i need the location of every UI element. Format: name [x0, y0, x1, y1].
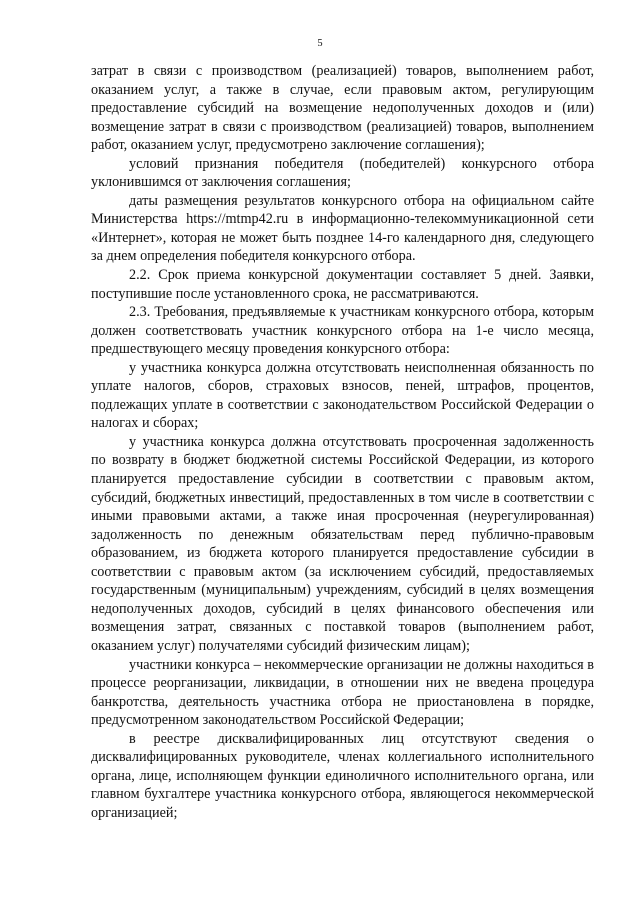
document-body	[91, 62, 594, 822]
paragraph-results-date: даты размещения результатов конкурсного отбора на официальном сайте Министерства https://mtmp42.ru в информационно-телекоммуникационной сети «Интернет», которая не может быть позднее 14-го календарного дня, следующего за днем определения победителя конкурсного отбора.	[91, 192, 594, 265]
paragraph-disqualified-registry: в реестре дисквалифицированных лиц отсутствуют сведения о дисквалифицированных руководителе, членах коллегиального исполнительного органа, лице, исполняющем функции единоличного исполнительного органа, или главном бухгалтере участника конкурсного отбора, являющегося некоммерческой организацией;	[91, 730, 594, 821]
paragraph-continuation: затрат в связи с производством (реализацией) товаров, выполнением работ, оказанием услуг, а также в случае, если правовым актом, регулирующим предоставление субсидий на возмещение недополученных доходов и (или) возмещение затрат в связи с производством (реализацией) товаров, выполнением работ, оказанием услуг, предусмотрено заключение соглашения);	[91, 63, 594, 154]
paragraph-budget-debt: у участника конкурса должна отсутствовать просроченная задолженность по возврату в бюджет бюджетной системы Российской Федерации, из которого планируется предоставление субсидии в соответствии с правовым актом, субсидий, бюджетных инвестиций, предоставленных в том числе в соответствии с иными правовыми актами, а также иная просроченная (неурегулированная) задолженность по денежным обязательствам перед публично-правовым образованием, из бюджета которого планируется предоставление субсидии в соответствии с правовым актом (за исключением субсидий, предоставляемых государственным (муниципальным) учреждениям, субсидий в целях возмещения недополученных доходов, субсидий в целях финансового обеспечения или возмещения затрат, связанных с поставкой товаров (выполнением работ, оказанием услуг) получателями субсидий физическим лицам);	[91, 433, 594, 654]
paragraph-reorganization: участники конкурса – некоммерческие организации не должны находиться в процессе реорганизации, ликвидации, в отношении них не введена процедура банкротства, деятельность участника отбора не приостановлена в порядке, предусмотренном законодательством Российской Федерации;	[91, 656, 594, 729]
paragraph-section-2-3: 2.3. Требования, предъявляемые к участникам конкурсного отбора, которым должен соответствовать участник конкурсного отбора на 1-е число месяца, предшествующего месяцу проведения конкурсного отбора:	[91, 304, 594, 358]
paragraph-section-2-2: 2.2. Срок приема конкурсной документации составляет 5 дней. Заявки, поступившие после установленного срока, не рассматриваются.	[91, 267, 594, 302]
page-number: 5	[317, 38, 323, 49]
paragraph-winner-evasion: условий признания победителя (победителей) конкурсного отбора уклонившимся от заключения соглашения;	[91, 155, 594, 191]
paragraph-tax-debt: у участника конкурса должна отсутствовать неисполненная обязанность по уплате налогов, сборов, страховых взносов, пеней, штрафов, процентов, подлежащих уплате в соответствии с законодательством Российской Федерации о налогах и сборах;	[91, 359, 594, 432]
